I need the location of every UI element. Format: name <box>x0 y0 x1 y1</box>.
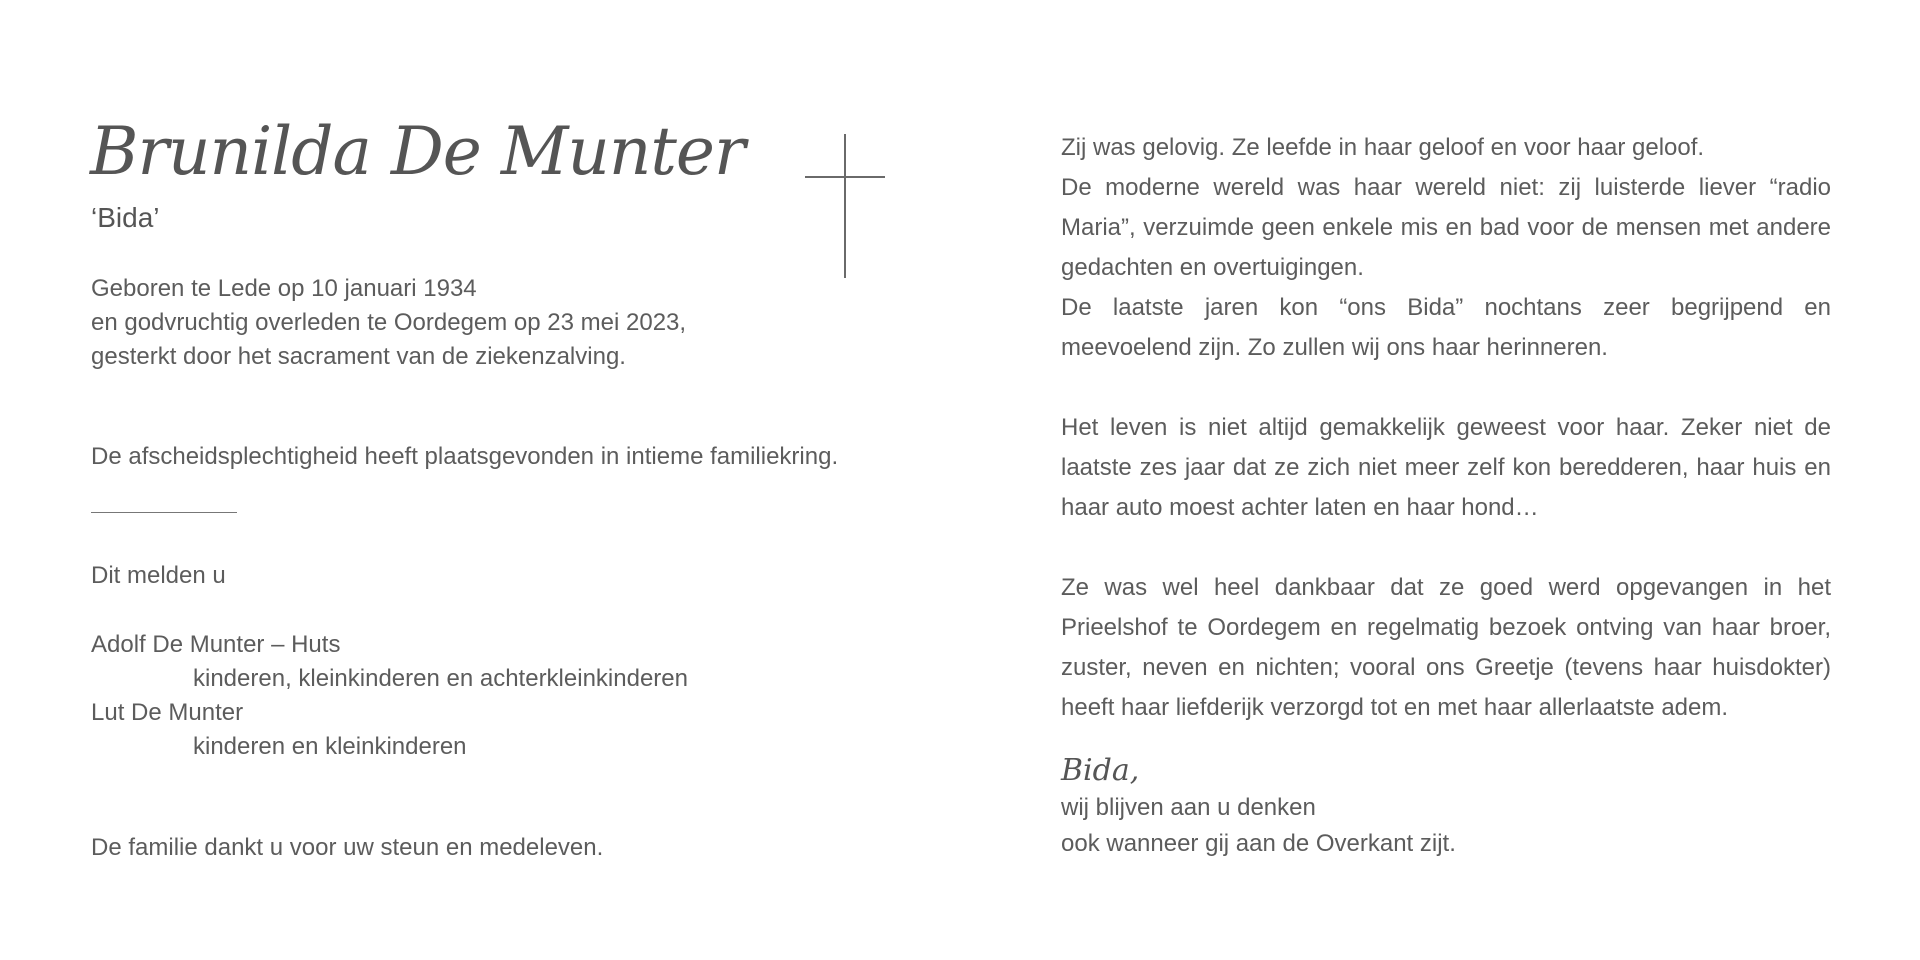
sacrament-line: gesterkt door het sacrament van de ziekenzalving. <box>91 343 626 370</box>
tribute-line: Zij was gelovig. Ze leefde in haar geloof en voor haar geloof. <box>1061 134 1705 161</box>
paragraph-gap <box>1061 528 1831 568</box>
closing-salutation: Bida, <box>1061 753 1140 788</box>
cross-icon <box>805 134 885 278</box>
tribute-paragraph: De laatste jaren kon “ons Bida” nochtans zeer begrijpend en meevoelend zijn. Zo zullen wij ons haar herinneren. <box>1061 294 1831 361</box>
closing-line: wij blijven aan u denken <box>1061 794 1316 821</box>
death-line: en godvruchtig overleden te Oordegem op 23 mei 2023, <box>91 309 687 336</box>
tribute-paragraph: De moderne wereld was haar wereld niet: zij luisterde liever “radio Maria”, verzuimde geen enkele mis en bad voor de mensen met andere gedachten en overtuigingen. <box>1061 174 1831 281</box>
farewell-notice: De afscheidsplechtigheid heeft plaatsgevonden in intieme familiekring. <box>91 443 839 470</box>
family-member: Adolf De Munter – Huts <box>91 631 341 658</box>
birth-death-details <box>91 272 686 374</box>
family-descendants: kinderen, kleinkinderen en achterkleinkinderen <box>193 665 688 692</box>
cross-vertical-bar <box>844 134 846 278</box>
thanks-line: De familie dankt u voor uw steun en medeleven. <box>91 834 604 861</box>
tribute-paragraph: Ze was wel heel dankbaar dat ze goed werd opgevangen in het Prieelshof te Oordegem en regelmatig bezoek ontving van haar broer, zuster, neven en nichten; vooral ons Greetje (tevens haar huisdokter) heeft haar liefderijk verzorgd tot en met haar allerlaatste adem. <box>1061 574 1831 721</box>
tribute-paragraph: Het leven is niet altijd gemakkelijk geweest voor haar. Zeker niet de laatste zes jaar dat ze zich niet meer zelf kon beredderen, haar huis en haar auto moest achter laten en haar hond… <box>1061 414 1831 521</box>
family-descendants: kinderen en kleinkinderen <box>193 733 467 760</box>
tribute-text <box>1061 128 1831 728</box>
cross-horizontal-bar <box>805 176 885 178</box>
birth-line: Geboren te Lede op 10 januari 1934 <box>91 275 477 302</box>
nickname: ‘Bida’ <box>91 202 160 233</box>
family-member: Lut De Munter <box>91 699 244 726</box>
paragraph-gap <box>1061 368 1831 408</box>
family-list <box>91 628 688 764</box>
closing-line: ook wanneer gij aan de Overkant zijt. <box>1061 830 1456 857</box>
announcement-intro: Dit melden u <box>91 562 226 589</box>
closing-verse <box>1061 752 1456 862</box>
divider-line <box>91 512 237 513</box>
deceased-name: Brunilda De Munter <box>90 113 745 190</box>
